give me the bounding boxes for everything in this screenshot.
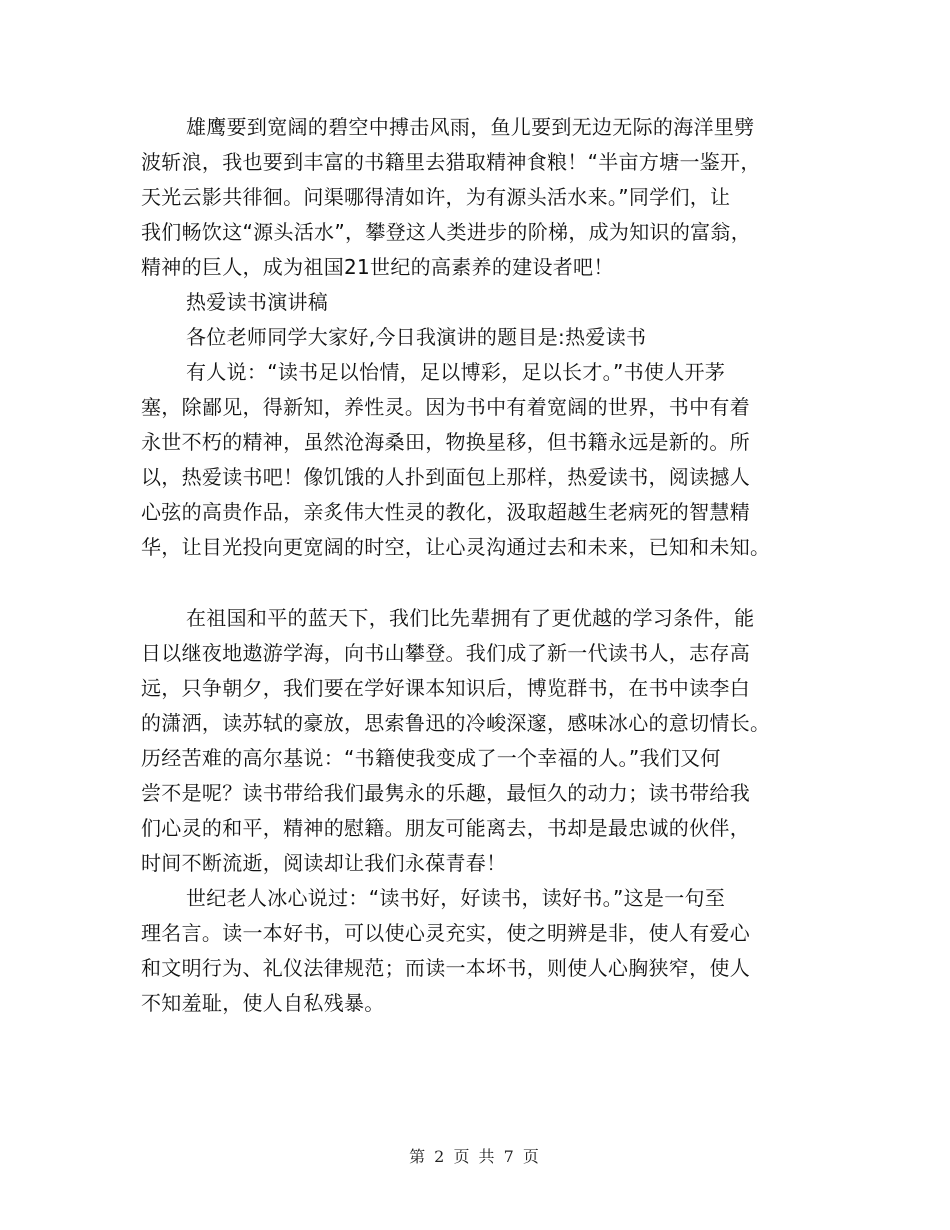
- paragraph-4-line-3: 永世不朽的精神，虽然沧海桑田，物换星移，但书籍永远是新的。所: [141, 430, 750, 454]
- paragraph-1-line-2: 波斩浪，我也要到丰富的书籍里去猎取精神食粮！“半亩方塘一鉴开，: [141, 150, 761, 174]
- paragraph-4-line-2: 塞，除鄙见，得新知，养性灵。因为书中有着宽阔的世界，书中有着: [141, 395, 750, 419]
- paragraph-5-line-8: 时间不断流逝，阅读却让我们永葆青春！: [141, 851, 507, 875]
- paragraph-1-line-5: 精神的巨人，成为祖国21世纪的高素养的建设者吧！: [141, 255, 614, 279]
- paragraph-1-line-1: 雄鹰要到宽阔的碧空中搏击风雨，鱼儿要到无边无际的海洋里劈: [186, 115, 755, 139]
- paragraph-5-line-4: 的潇洒，读苏轼的豪放，思索鲁迅的冷峻深邃，感味冰心的意切情长。: [141, 711, 771, 735]
- paragraph-4-line-1: 有人说：“读书足以怡情，足以博彩，足以长才。”书使人开茅: [186, 360, 726, 384]
- paragraph-6-line-4: 不知羞耻，使人自私残暴。: [141, 991, 385, 1015]
- paragraph-5-line-5: 历经苦难的高尔基说：“书籍使我变成了一个幸福的人。”我们又何: [141, 746, 721, 770]
- greeting-line: 各位老师同学大家好,今日我演讲的题目是:热爱读书: [186, 325, 647, 349]
- paragraph-5-line-7: 们心灵的和平，精神的慰籍。朋友可能离去，书却是最忠诚的伙伴，: [141, 816, 750, 840]
- paragraph-1-line-3: 天光云影共徘徊。问渠哪得清如许，为有源头活水来。”同学们，让: [141, 185, 731, 209]
- paragraph-4-line-6: 华，让目光投向更宽阔的时空，让心灵沟通过去和未来，已知和未知。: [141, 535, 771, 559]
- paragraph-6-line-2: 理名言。读一本好书，可以使心灵充实，使之明辨是非，使人有爱心: [141, 921, 750, 945]
- paragraph-4-line-5: 心弦的高贵作品，亲炙伟大性灵的教化，汲取超越生老病死的智慧精: [141, 500, 750, 524]
- paragraph-5-line-2: 日以继夜地遨游学海，向书山攀登。我们成了新一代读书人，志存高: [141, 641, 750, 665]
- speech-title: 热爱读书演讲稿: [186, 290, 329, 314]
- paragraph-5-line-1: 在祖国和平的蓝天下，我们比先辈拥有了更优越的学习条件，能: [186, 606, 755, 630]
- paragraph-6-line-1: 世纪老人冰心说过：“读书好，好读书，读好书。”这是一句至: [186, 886, 726, 910]
- paragraph-1-line-4: 我们畅饮这“源头活水”，攀登这人类进步的阶梯，成为知识的富翁，: [141, 220, 752, 244]
- paragraph-4-line-4: 以，热爱读书吧！像饥饿的人扑到面包上那样，热爱读书，阅读撼人: [141, 465, 750, 489]
- page-number-footer: 第 2 页 共 7 页: [409, 1147, 541, 1166]
- paragraph-5-line-3: 远，只争朝夕，我们要在学好课本知识后，博览群书，在书中读李白: [141, 676, 750, 700]
- paragraph-6-line-3: 和文明行为、礼仪法律规范；而读一本坏书，则使人心胸狭窄，使人: [141, 956, 750, 980]
- paragraph-5-line-6: 尝不是呢？读书带给我们最隽永的乐趣，最恒久的动力；读书带给我: [141, 781, 750, 805]
